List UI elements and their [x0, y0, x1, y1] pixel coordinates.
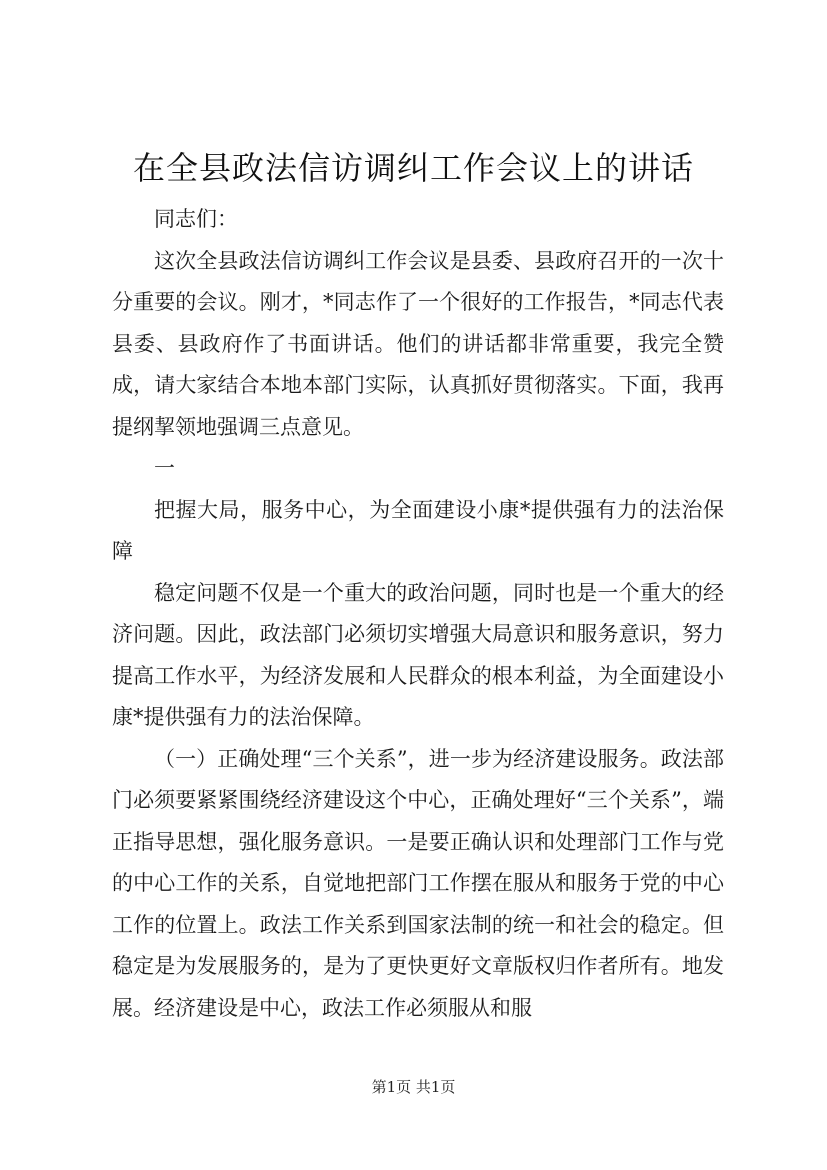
page-title: 在全县政法信访调纠工作会议上的讲话	[132, 149, 694, 187]
section-intro-paragraph: 稳定问题不仅是一个重大的政治问题，同时也是一个重大的经济问题。因此，政法部门必须切实增强大局意识和服务意识，努力提高工作水平，为经济发展和人民群众的根本利益，为全面建设小康*提供强有力的法治保障。	[112, 580, 724, 729]
intro-paragraph: 这次全县政法信访调纠工作会议是县委、县政府召开的一次十分重要的会议。刚才，*同志作了一个很好的工作报告，*同志代表县委、县政府作了书面讲话。他们的讲话都非常重要，我完全赞成，请大家结合本地本部门实际，认真抓好贯彻落实。下面，我再提纲挈领地强调三点意见。	[112, 248, 724, 439]
subsection-paragraph: （一）正确处理“三个关系”，进一步为经济建设服务。政法部门必须要紧紧围绕经济建设这个中心，正确处理好“三个关系”，端正指导思想，强化服务意识。一是要正确认识和处理部门工作与党的中心工作的关系，自觉地把部门工作摆在服从和服务于党的中心工作的位置上。政法工作关系到国家法制的统一和社会的稳定。但稳定是为发展服务的，是为了更快更好文章版权归作者所有。地发展。经济建设是中心，政法工作必须服从和服	[112, 746, 724, 1020]
section-heading: 把握大局，服务中心，为全面建设小康*提供强有力的法治保障	[112, 497, 724, 563]
document-body	[112, 199, 724, 1029]
section-number: 一	[154, 456, 175, 480]
page-footer: 第1页 共1页	[371, 1078, 456, 1096]
salutation-paragraph: 同志们：	[154, 207, 238, 231]
